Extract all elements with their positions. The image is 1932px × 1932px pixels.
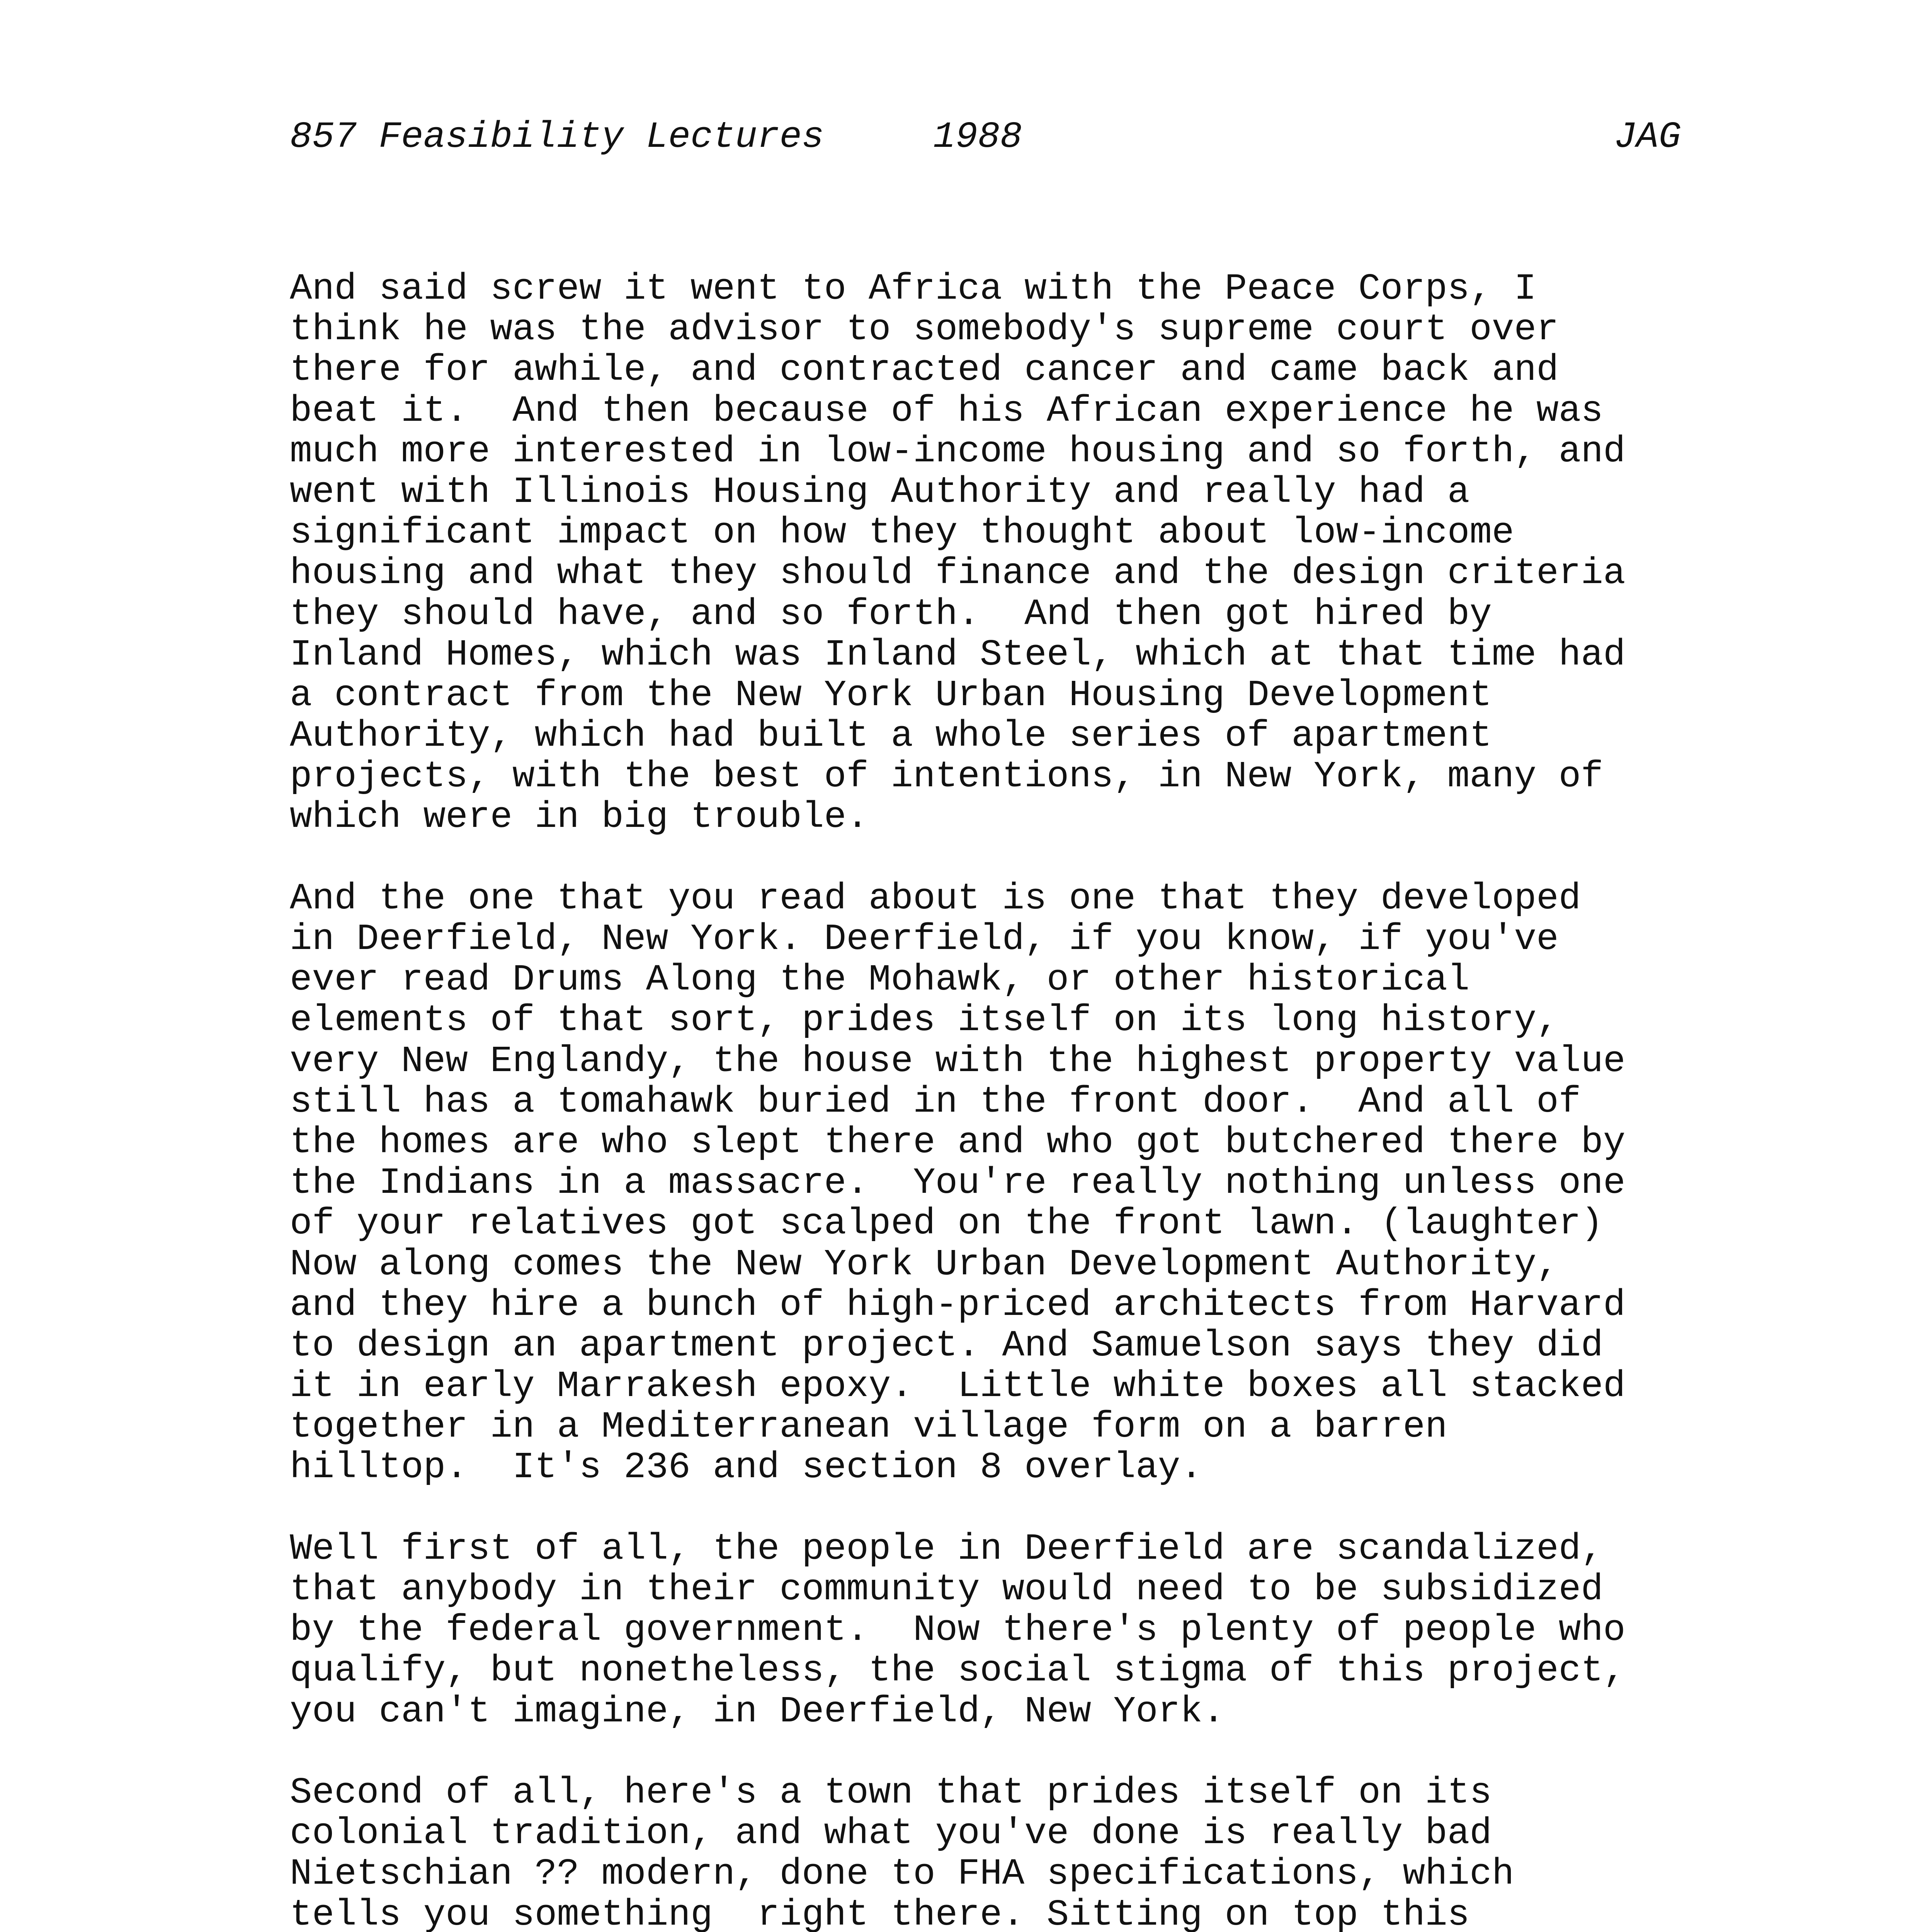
text-line: colonial tradition, and what you've done is really bad [290,1812,1492,1855]
paragraph [290,269,1719,838]
text-line: it in early Marrakesh epoxy. Little white boxes all stacked [290,1365,1626,1408]
text-line: very New Englandy, the house with the highest property value [290,1040,1626,1082]
header-initials: JAG [1614,116,1681,158]
text-line: they should have, and so forth. And then got hired by [290,593,1492,635]
text-line: together in a Mediterranean village form on a barren [290,1406,1447,1448]
text-line: by the federal government. Now there's plenty of people who [290,1609,1626,1651]
text-line: ever read Drums Along the Mohawk, or other historical [290,959,1470,1001]
text-line: in Deerfield, New York. Deerfield, if you know, if you've [290,918,1559,960]
text-line: you can't imagine, in Deerfield, New York. [290,1690,1225,1733]
text-line: there for awhile, and contracted cancer and came back and [290,349,1559,391]
text-line: the homes are who slept there and who got butchered there by [290,1121,1626,1163]
text-line: of your relatives got scalped on the front lawn. (laughter) [290,1202,1603,1245]
text-line: significant impact on how they thought about low-income [290,512,1514,554]
text-line: which were in big trouble. [290,796,869,838]
text-line: think he was the advisor to somebody's supreme court over [290,308,1559,351]
text-line: the Indians in a massacre. You're really nothing unless one [290,1162,1626,1204]
text-line: elements of that sort, prides itself on its long history, [290,999,1559,1042]
text-line: a contract from the New York Urban Housing Development [290,674,1492,716]
text-line: projects, with the best of intentions, in New York, many of [290,755,1603,798]
paragraph [290,1772,1719,1932]
header-year: 1988 [933,116,1022,158]
text-line: Now along comes the New York Urban Development Authority, [290,1243,1559,1286]
text-line: hilltop. It's 236 and section 8 overlay. [290,1446,1202,1489]
text-line: Inland Homes, which was Inland Steel, which at that time had [290,633,1626,676]
text-line: Authority, which had built a whole series of apartment [290,715,1492,757]
text-line: Second of all, here's a town that prides itself on its [290,1771,1492,1814]
text-line: And the one that you read about is one that they developed [290,877,1581,920]
text-line: and they hire a bunch of high-priced architects from Harvard [290,1284,1626,1326]
text-line: beat it. And then because of his African experience he was [290,389,1603,432]
text-line: that anybody in their community would need to be subsidized [290,1568,1603,1611]
paragraph [290,878,1719,1488]
text-line: to design an apartment project. And Samuelson says they did [290,1324,1603,1367]
paragraph [290,1529,1719,1732]
text-line: And said screw it went to Africa with the Peace Corps, I [290,268,1537,310]
text-line: Well first of all, the people in Deerfield are scandalized, [290,1527,1603,1570]
text-line: housing and what they should finance and the design criteria [290,552,1626,595]
text-line: tells you something right there. Sitting on top this [290,1893,1470,1932]
text-line: went with Illinois Housing Authority and really had a [290,471,1470,513]
transcript-body [290,269,1719,1932]
text-line: still has a tomahawk buried in the front door. And all of [290,1080,1581,1123]
running-header [290,112,1681,162]
text-line: Nietschian ?? modern, done to FHA specifications, which [290,1853,1514,1895]
text-line: much more interested in low-income housing and so forth, and [290,430,1626,473]
text-line: qualify, but nonetheless, the social stigma of this project, [290,1650,1626,1692]
header-title: 857 Feasibility Lectures [290,116,824,158]
